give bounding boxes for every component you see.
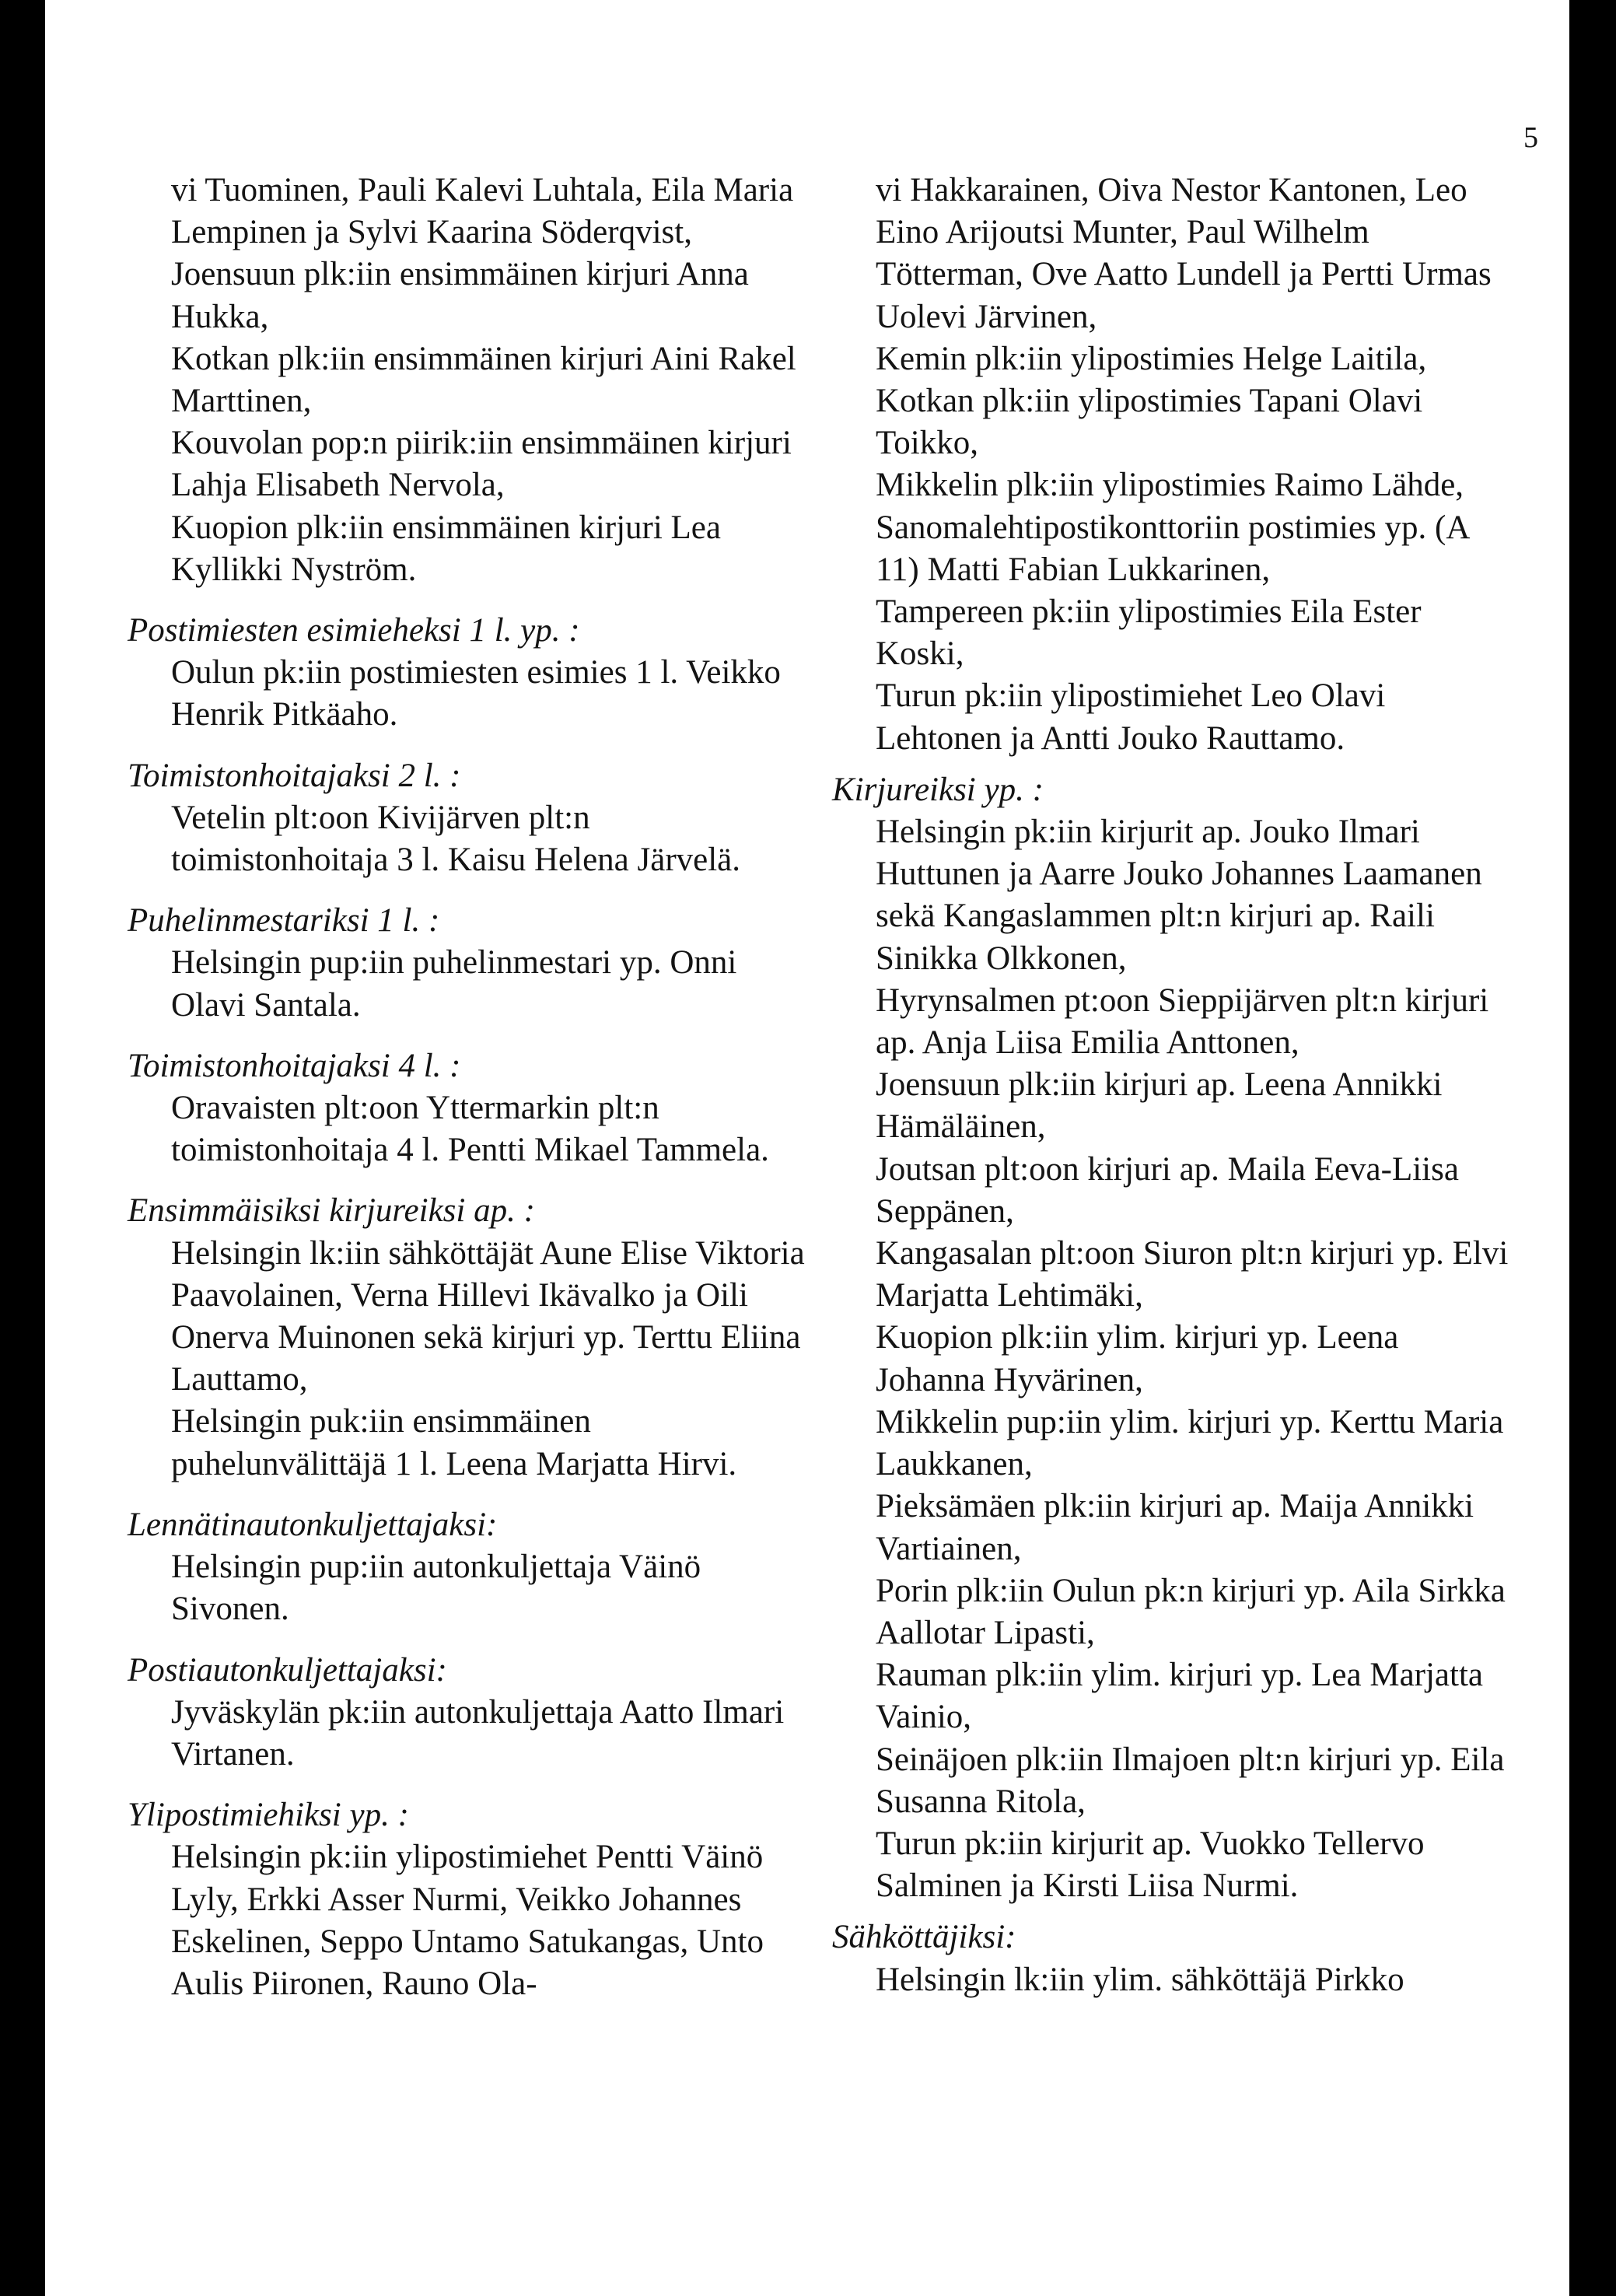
entry-text: Kouvolan pop:n piirik:iin ensimmäinen kirjuri Lahja Elisabeth Nervola, bbox=[171, 425, 792, 504]
entry-text: Helsingin pk:iin ylipostimiehet Pentti Väinö Lyly, Erkki Asser Nurmi, Veikko Johannes Eskelinen, Seppo Untamo Satukangas, Unto Aulis Piironen, Rauno Ola- bbox=[171, 1839, 764, 2002]
section-heading: Postimiesten esimieheksi 1 l. yp. : bbox=[128, 612, 580, 649]
entry-text: Vetelin plt:oon Kivijärven plt:n toimistonhoitaja 3 l. Kaisu Helena Järvelä. bbox=[171, 799, 741, 879]
entry-text: Turun pk:iin ylipostimiehet Leo Olavi Lehtonen ja Antti Jouko Rauttamo. bbox=[876, 677, 1386, 757]
section-heading: Ensimmäisiksi kirjureiksi ap. : bbox=[128, 1192, 535, 1230]
section-heading: Postiautonkuljettajaksi: bbox=[128, 1651, 447, 1689]
entry-text: Turun pk:iin kirjurit ap. Vuokko Tellervo Salminen ja Kirsti Liisa Nurmi. bbox=[876, 1825, 1425, 1905]
entry-text: vi Hakkarainen, Oiva Nestor Kantonen, Leo Eino Arijoutsi Munter, Paul Wilhelm Tötterman, Ove Aatto Lundell ja Pertti Urmas Uolevi Järvinen, bbox=[876, 172, 1492, 335]
right-column bbox=[832, 170, 1510, 2001]
entry-text: Kotkan plk:iin ensimmäinen kirjuri Aini Rakel Marttinen, bbox=[171, 340, 796, 420]
entry-text: Helsingin pup:iin puhelinmestari yp. Onni Olavi Santala. bbox=[171, 944, 737, 1024]
section-heading: Ylipostimiehiksi yp. : bbox=[128, 1797, 409, 1834]
entry-text: Kuopion plk:iin ylim. kirjuri yp. Leena Johanna Hyvärinen, bbox=[876, 1319, 1399, 1398]
entry-text: Seinäjoen plk:iin Ilmajoen plt:n kirjuri yp. Eila Susanna Ritola, bbox=[876, 1741, 1505, 1820]
entry-text: Helsingin pk:iin kirjurit ap. Jouko Ilmari Huttunen ja Aarre Jouko Johannes Laamanen sekä Kangaslammen plt:n kirjuri ap. Raili Sinikka Olkkonen, bbox=[876, 814, 1482, 977]
entry-text: Porin plk:iin Oulun pk:n kirjuri yp. Aila Sirkka Aallotar Lipasti, bbox=[876, 1572, 1506, 1651]
entry-text: Joensuun plk:iin ensimmäinen kirjuri Anna Hukka, bbox=[171, 256, 749, 335]
scan-border-left bbox=[0, 0, 45, 2296]
entry-text: Hyrynsalmen pt:oon Sieppijärven plt:n kirjuri ap. Anja Liisa Emilia Anttonen, bbox=[876, 982, 1489, 1062]
entry-text: Mikkelin pup:iin ylim. kirjuri yp. Kerttu Maria Laukkanen, bbox=[876, 1403, 1504, 1483]
entry-text: Helsingin lk:iin sähköttäjät Aune Elise Viktoria Paavolainen, Verna Hillevi Ikävalko ja Oili Onerva Muinonen sekä kirjuri yp. Terttu Eliina Lauttamo, bbox=[171, 1234, 805, 1398]
entry-text: Kangasalan plt:oon Siuron plt:n kirjuri yp. Elvi Marjatta Lehtimäki, bbox=[876, 1235, 1509, 1314]
section-heading: Kirjureiksi yp. : bbox=[832, 771, 1044, 808]
entry-text: Oravaisten plt:oon Yttermarkin plt:n toimistonhoitaja 4 l. Pentti Mikael Tammela. bbox=[171, 1090, 769, 1169]
entry-text: vi Tuominen, Pauli Kalevi Luhtala, Eila Maria Lempinen ja Sylvi Kaarina Söderqvist, bbox=[171, 172, 794, 251]
entry-text: Helsingin pup:iin autonkuljettaja Väinö Sivonen. bbox=[171, 1549, 701, 1628]
entry-text: Mikkelin plk:iin ylipostimies Raimo Lähde, bbox=[876, 467, 1464, 504]
entry-text: Joutsan plt:oon kirjuri ap. Maila Eeva-Liisa Seppänen, bbox=[876, 1150, 1459, 1230]
section-heading: Toimistonhoitajaksi 2 l. : bbox=[128, 757, 461, 794]
entry-text: Joensuun plk:iin kirjuri ap. Leena Annikki Hämäläinen, bbox=[876, 1066, 1443, 1146]
entry-text: Helsingin lk:iin ylim. sähköttäjä Pirkko bbox=[876, 1961, 1404, 1998]
entry-text: Oulun pk:iin postimiesten esimies 1 l. Veikko Henrik Pitkäaho. bbox=[171, 654, 781, 733]
entry-text: Pieksämäen plk:iin kirjuri ap. Maija Annikki Vartiainen, bbox=[876, 1488, 1474, 1567]
entry-text: Kotkan plk:iin ylipostimies Tapani Olavi Toikko, bbox=[876, 383, 1423, 462]
section-heading: Lennätinautonkuljettajaksi: bbox=[128, 1506, 498, 1543]
entry-text: Rauman plk:iin ylim. kirjuri yp. Lea Marjatta Vainio, bbox=[876, 1657, 1483, 1736]
page-number: 5 bbox=[1523, 121, 1538, 154]
entry-text: Kemin plk:iin ylipostimies Helge Laitila, bbox=[876, 340, 1427, 377]
entry-text: Sanomalehtipostikonttoriin postimies yp. (A 11) Matti Fabian Lukkarinen, bbox=[876, 509, 1469, 588]
scan-border-right bbox=[1569, 0, 1616, 2296]
entry-text: Tampereen pk:iin ylipostimies Eila Ester Koski, bbox=[876, 593, 1422, 673]
section-heading: Toimistonhoitajaksi 4 l. : bbox=[128, 1047, 461, 1084]
left-column bbox=[128, 170, 806, 2005]
section-heading: Puhelinmestariksi 1 l. : bbox=[128, 902, 440, 940]
entry-text: Kuopion plk:iin ensimmäinen kirjuri Lea Kyllikki Nyström. bbox=[171, 509, 721, 588]
entry-text: Jyväskylän pk:iin autonkuljettaja Aatto Ilmari Virtanen. bbox=[171, 1693, 785, 1773]
entry-text: Helsingin puk:iin ensimmäinen puhelunvälittäjä 1 l. Leena Marjatta Hirvi. bbox=[171, 1403, 737, 1482]
section-heading: Sähköttäjiksi: bbox=[832, 1919, 1016, 1956]
